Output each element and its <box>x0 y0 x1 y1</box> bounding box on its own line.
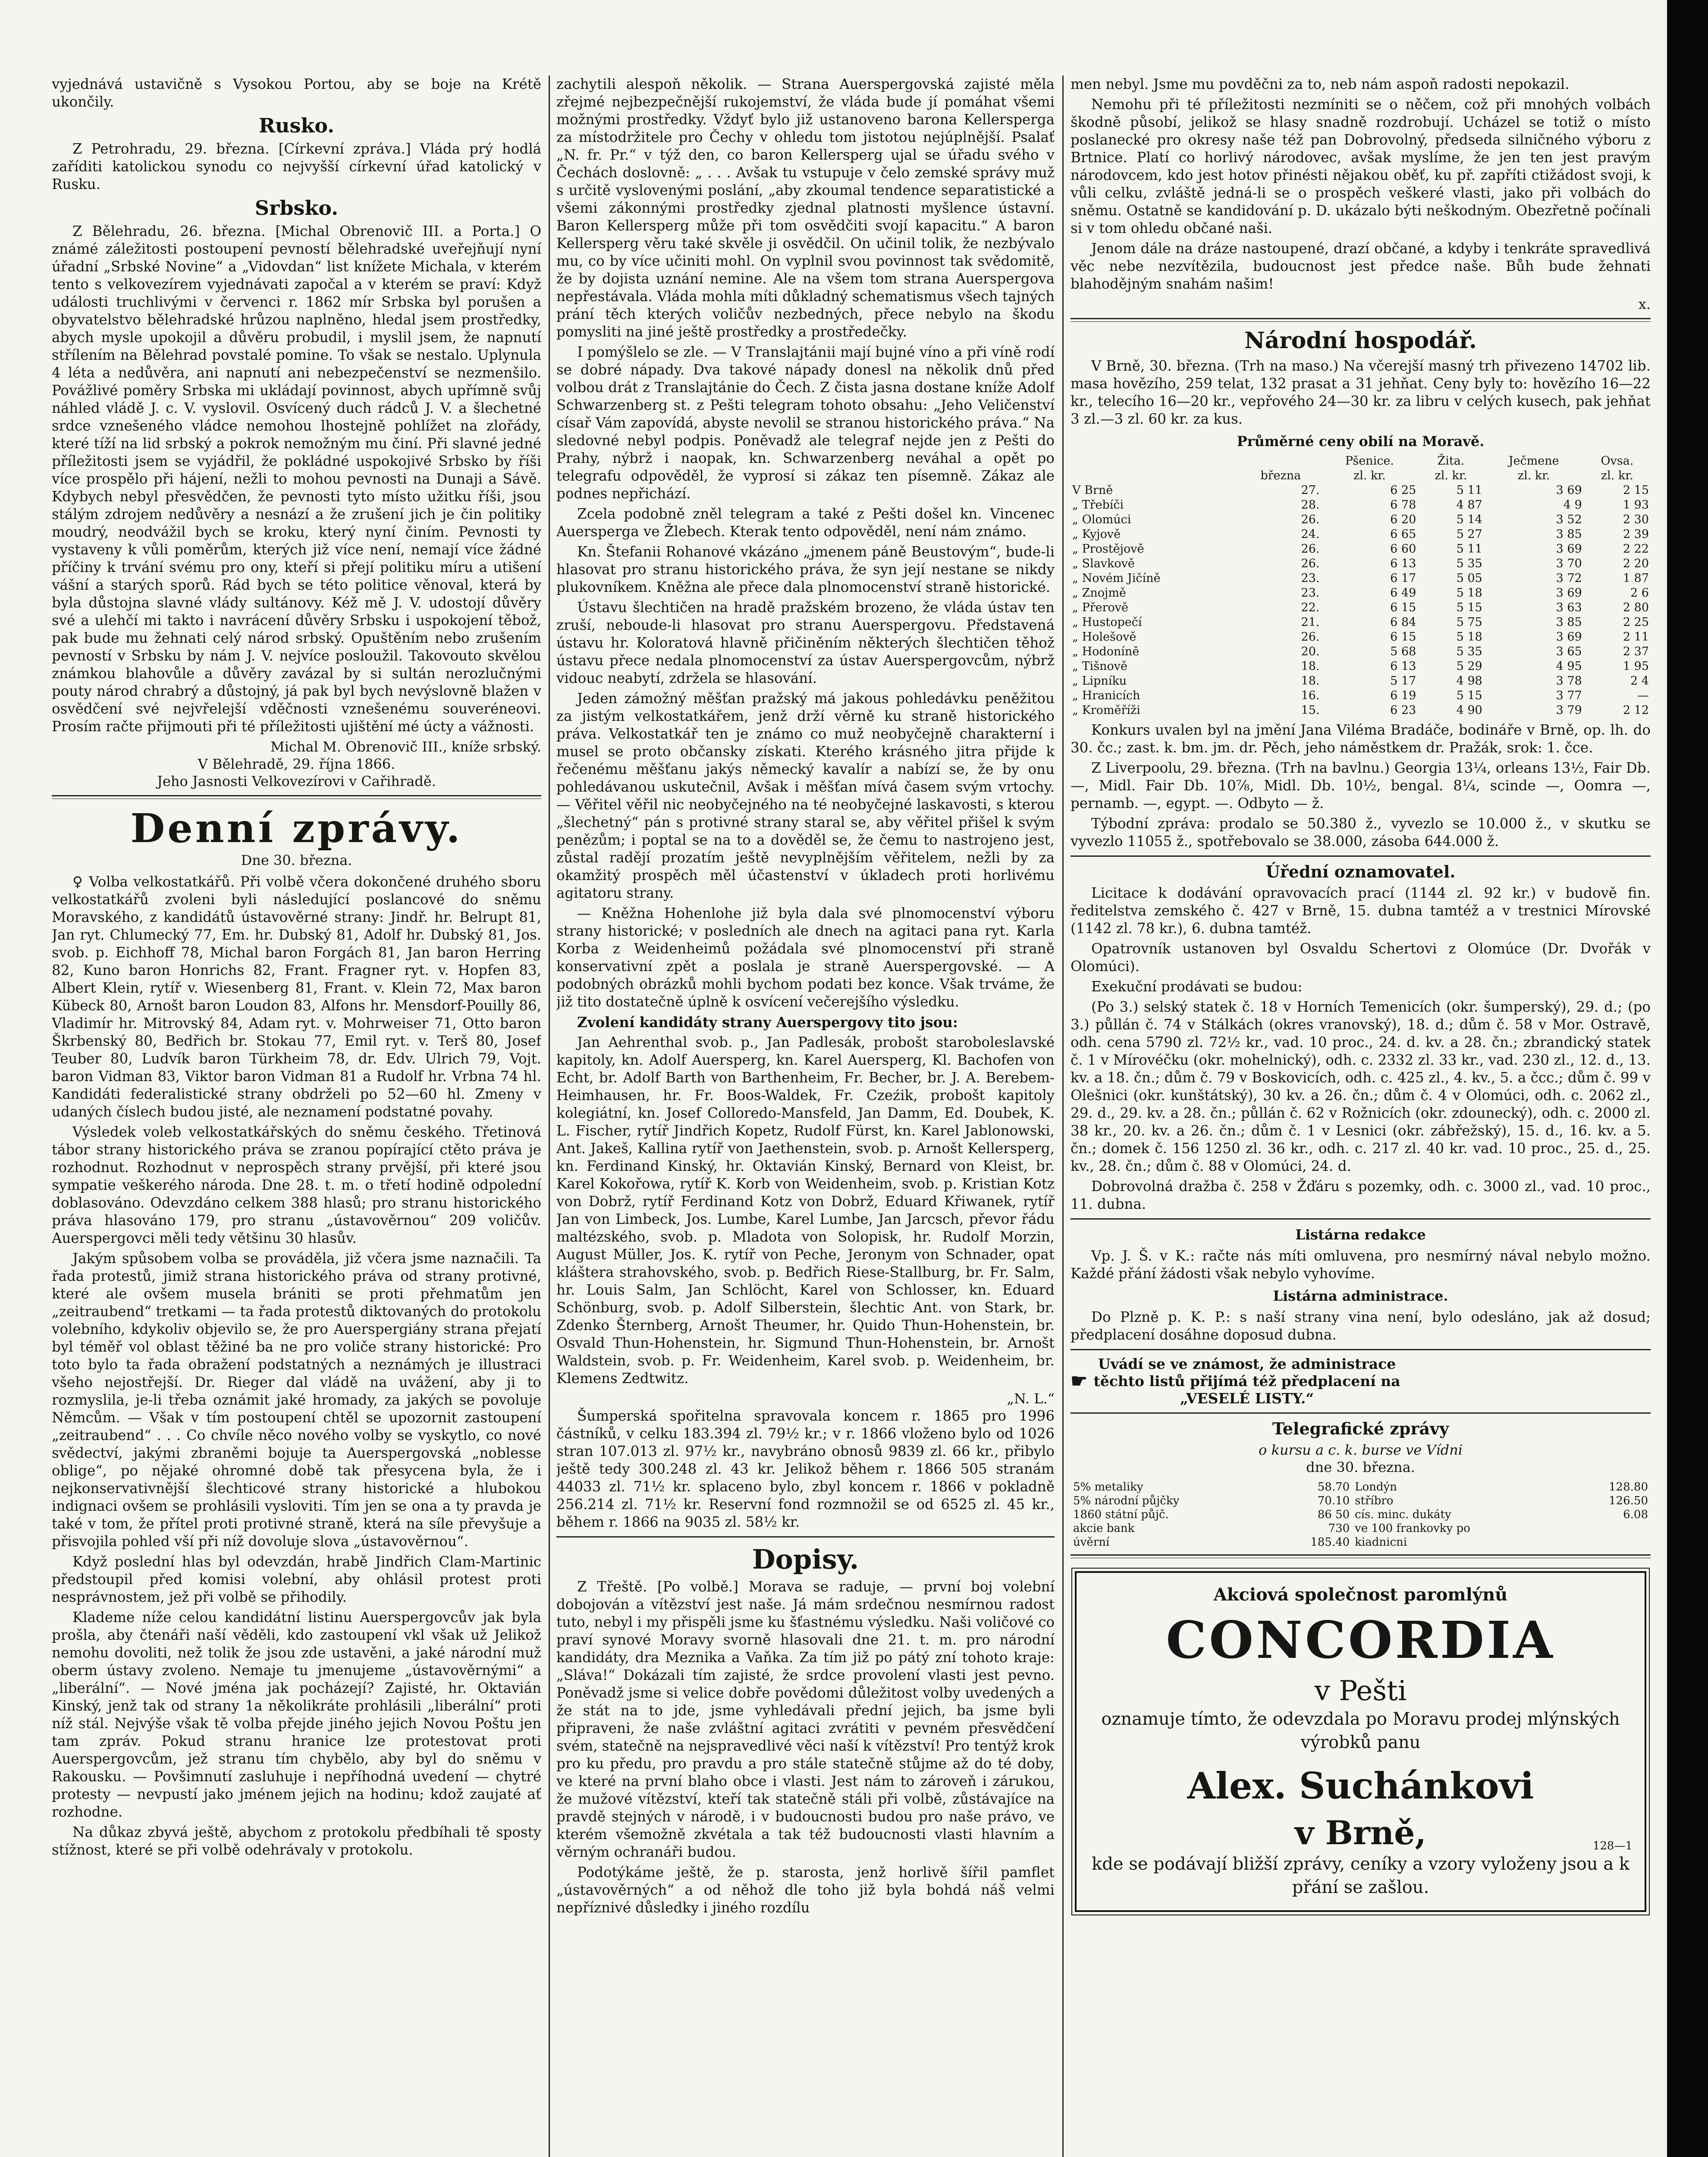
grain-row <box>1071 645 1651 659</box>
grain-cell: 2 15 <box>1623 484 1649 497</box>
divider <box>1071 1554 1651 1558</box>
grain-cell: 5 11 <box>1456 542 1482 556</box>
grain-cell: 6 65 <box>1390 528 1416 541</box>
bourse-cell: 128.80 <box>1609 1481 1648 1494</box>
section-heading-russia: Rusko. <box>258 114 335 137</box>
grain-cell: 5 35 <box>1456 645 1482 658</box>
article-paragraph: Podotýkáme ještě, že p. starosta, jenž horlivě šířil pamflet „ústavověrných“ a od něhož dle toho již byla bohdá náš velmi nepříznivé důsledky i jiného rozdílu <box>556 1864 1055 1916</box>
section-heading-uredni: Úřední oznamovatel. <box>1265 862 1456 881</box>
grain-cell: 4 98 <box>1456 674 1482 688</box>
article-paragraph: Klademe níže celou kandidátní listinu Auerspergovcův jak byla prošla, aby čtenáři naší věděli, kdo zastoupení vkl však už Jelikož nemohu dovoliti, než tolik že jsou zde ustavěni, a jaké národní muž oberm ústavy zvoleno. Nemaje tu jmenujeme „ústavověrnými“ a „liberální“. — Nové jména jak pocházejí? Zajisté, hr. Oktavián Kinský, jenž tak od strany 1a několikráte prohlásili „liberální“ proti níž stál. Nejvýše však tě volba přejde jiného jejich Novou Poštu jen tam zpráv. Pokud stranu hranice lze protestovat proti Auerspergovcům, jež stranu tím chybělo, aby byl do sněmu v Rakousku. — Povšimnutí zasluhuje i nepříhodná uvedení — chytré protesty — nevpustí jako jménem jejich na hodinu; kdož zaujaté ať rozhodne. <box>52 1609 541 1820</box>
column-left <box>52 0 541 2157</box>
bourse-cell: akcie bank <box>1073 1522 1135 1535</box>
section-heading-narodni-hospodar: Národní hospodář. <box>1244 327 1477 354</box>
bourse-cell: 86 50 <box>1317 1508 1350 1521</box>
grain-cell: 2 20 <box>1623 557 1649 570</box>
signature-addressee: Jeho Jasnosti Velkovezírovi v Cařihradě. <box>157 773 436 789</box>
divider <box>1071 318 1651 322</box>
grain-row <box>1071 542 1651 557</box>
grain-row <box>1071 703 1651 718</box>
grain-cell: 5 18 <box>1456 630 1482 644</box>
ad-text-closing: kde se podávají bližší zprávy, ceníky a vzory vyloženy jsou a k přání se zašlou. <box>1091 1854 1630 1897</box>
grain-cell: 6 13 <box>1390 557 1416 570</box>
grain-cell: V Brně <box>1072 484 1113 497</box>
grain-col-unit: zl. kr. <box>1517 469 1550 482</box>
bourse-row <box>1071 1535 1651 1549</box>
grain-cell: 5 68 <box>1390 645 1416 658</box>
grain-cell: 5 75 <box>1456 616 1482 629</box>
section-heading-listarna-administrace: Listárna administrace. <box>1273 1288 1448 1304</box>
intro-text: vyjednává ustavičně s Vysokou Portou, aby se boje na Krétě ukončily. <box>52 76 541 110</box>
grain-cell: 5 17 <box>1390 674 1416 688</box>
bourse-cell: 1860 státní půjč. <box>1073 1508 1169 1521</box>
article-paragraph: zachytili alespoň několik. — Strana Auerspergovská zajisté měla zřejmé nejbezpečnější rukojemství, že vláda bude jí pomáhat všemi možnými prostředky. Vždyť bylo již ustanoveno barona Kellersperga za místodržitele pro Čechy v ohledu tom jistotou nejúplnější. Psalať „N. fr. Pr.“ v týž den, co baron Kellersperg ujal se úřadu svého v Čechách doslovně: „ . . . Avšak tu vstupuje v čelo zemské správy muž s určitě vyslovenými poslání, „aby zkoumal tendence separatistické a všemi zákonnými prostředky zjednal platnosti myšlence ústavní. Baron Kellersperg může při tom osvědčiti svojí kapacitu.“ A baron Kellersperg věru také skvěle ji osvědčil. On učinil tolik, že nezbývalo mu, co by více učiniti mohl. On vyplnil svou povinnost tak svědomitě, že by dojista uznání nemine. Ale na všem tom strana Auerspergova nepřestávala. Vláda mohla míti důkladný schematismus všech tajných prání těch kterých voličův nezbedných, přece nebylo na škodu pomysliti na jiné ještě prostředky a prostředečky. <box>556 76 1055 340</box>
bourse-cell: cís. minc. dukáty <box>1355 1508 1451 1521</box>
grain-col-header: Ječmene <box>1508 454 1559 468</box>
bourse-cell: stříbro <box>1355 1494 1394 1507</box>
grain-cell: 6 17 <box>1390 572 1416 585</box>
article-paragraph: Opatrovník ustanoven byl Osvaldu Schertovi z Olomúce (Dr. Dvořák v Olomúci). <box>1071 940 1651 975</box>
bourse-row <box>1071 1480 1651 1494</box>
grain-row <box>1071 483 1651 498</box>
grain-col-unit: zl. kr. <box>1601 469 1633 482</box>
grain-cell: 3 85 <box>1556 616 1582 629</box>
bourse-cell: 5% národní půjčky <box>1073 1494 1180 1507</box>
article-paragraph: Zcela podobně zněl telegram a také z Pešti došel kn. Vincenec Auersperga ve Žlebech. Kterak tento odpověděl, není nám známo. <box>556 506 1055 540</box>
divider <box>1071 1412 1651 1414</box>
grain-cell: — <box>1637 689 1649 702</box>
column-middle <box>556 0 1055 2157</box>
grain-row <box>1071 689 1651 703</box>
telegraf-subtitle: o kursu a c. k. burse ve Vídni <box>1259 1442 1463 1458</box>
grain-col-header: Pšenice. <box>1345 454 1394 468</box>
bourse-row <box>1071 1522 1651 1535</box>
grain-cell: 5 11 <box>1456 484 1482 497</box>
article-liverpool: Z Liverpoolu, 29. března. (Trh na bavlnu.) Georgia 13¼, orleans 13½, Fair Db. —, Midl. Fair Db. 10⅞, Midl. Db. 10½, bengal. 8¼, scinde —, Oomra —, pernamb. —, egypt. —. Odbyto — ž. <box>1071 760 1651 811</box>
grain-price-table <box>1071 454 1651 718</box>
ad-code: 128—1 <box>1592 1839 1633 1852</box>
article-signature: „N. L.“ <box>1007 1390 1055 1407</box>
grain-cell: „ Holešově <box>1072 630 1137 644</box>
grain-cell: 6 23 <box>1390 704 1416 717</box>
grain-cell: 5 18 <box>1456 586 1482 600</box>
telegraf-date: dne 30. března. <box>1306 1459 1415 1475</box>
article-paragraph: Kn. Štefanii Rohanové vkázáno „jmenem páně Beustovým“, bude-li hlasovat pro stranu historického práva, že syn její nestane se nikdy plukovníkem. Kněžna ale přece dala plnomocenství straně historické. <box>556 544 1055 595</box>
grain-row <box>1071 659 1651 674</box>
grain-cell: 3 69 <box>1556 484 1582 497</box>
bourse-row <box>1071 1508 1651 1522</box>
bourse-cell: úvěrní <box>1073 1536 1110 1549</box>
grain-cell: 6 20 <box>1390 513 1416 526</box>
grain-cell: 4 87 <box>1456 498 1482 512</box>
ad-city: v Pešti <box>1314 1675 1407 1707</box>
grain-cell: 3 77 <box>1556 689 1582 702</box>
grain-cell: 18. <box>1301 660 1320 673</box>
grain-cell: 3 78 <box>1556 674 1582 688</box>
article-paragraph: Na důkaz zbyvá ještě, abychom z protokolu předbíhali tě sposty stížnost, které se při volbě odehrávaly v protokolu. <box>52 1824 541 1858</box>
bourse-cell: 70.10 <box>1317 1494 1350 1507</box>
column-rule <box>1062 75 1064 2157</box>
grain-cell: „ Novém Jičíně <box>1072 572 1161 585</box>
section-heading-listarna-redakce: Listárna redakce <box>1295 1226 1426 1243</box>
divider <box>1071 1218 1651 1220</box>
grain-cell: 20. <box>1301 645 1320 658</box>
grain-cell: „ Kyjově <box>1072 528 1121 541</box>
article-volba: ♀ Volba velkostatkářů. Při volbě včera dokončené druhého sboru velkostatkářů zvoleni byli následující poslancové do sněmu Moravského, z kandidátů ústavověrné strany: Jindř. hr. Belrupt 81, Jan ryt. Chlumecký 77, Em. hr. Dubský 81, Adolf hr. Dubský 81, Jos. svob. p. Eichhoff 78, Michal baron Forgách 81, Jan baron Herring 82, Kuno baron Honrichs 82, Frant. Fragner ryt. v. Hopfen 83, Albert Klein, rytíř v. Wiesenberg 81, Frant. v. Klein 72, Max baron Kübeck 80, Arnošt baron Loudon 83, Alfons hr. Mensdorf-Pouilly 86, Vladimír hr. Mitrovský 84, Adam ryt. v. Mohrweiser 71, Otto baron Škrbenský 80, Bedřich br. Stokau 77, Emil ryt. v. Terš 80, Josef Teuber 80, Ludvík baron Türkheim 78, dr. Edv. Ulrich 79, Vojt. baron Vidman 83, Viktor baron Vidman 81 a Rudolf hr. Vrbna 74 hl. Kandidáti federalistické strany obdrželi po 52—60 hl. Zmeny v udaných číslech budou jisté, ale neznamení podstatné povahy. <box>52 874 541 1120</box>
grain-cell: 16. <box>1301 689 1320 702</box>
section-heading-denni-zpravy: Denní zprávy. <box>130 805 463 852</box>
grain-cell: „ Olomúci <box>1072 513 1131 526</box>
grain-cell: 3 79 <box>1556 704 1582 717</box>
article-serbia: Z Bělehradu, 26. března. [Michal Obrenovič III. a Porta.] O známé záležitosti postoupení pevností bělehradské uveřejňují nyní úřadní „Srbské Novine“ a „Vidovdan“ list knížete Michala, v kterém tento s velkovezírem vyjednávati započal a v kterém se praví: Když události truchlivými v červenci r. 1862 mír Srbska byl porušen a obyvatelstvo bělehradské hrůzou naplněno, hledal jsem prostředky, abych mysle upokojil a důvěru probudil, i myslil jsem, že napnutí střílením na Bělehrad povstalé pomine. To však se nestalo. Uplynula 4 léta a nedůvěra, ani napnutí ani nebezpečenství se nezmenšilo. Povážlivé poměry Srbska mi ukládají povinnost, abych upřímně svůj náhled vládě J. c. V. vyslovil. Osvícený duch rádců J. V. a šlechetné srdce vznešeného vládce nemohou lhostejně pohlížet na zlořády, které tíží na lid srbský a pokrok nemožným mu činí. Při slavné jedné příležitosti jsem se vyjádřil, že pokládné uspokojivé Srbsko by říši více prospělo při hájení, nežli to mohou pevnosti na Dunaji a Sávě. Kdybych nebyl přesvědčen, že pevnosti tyto místo užitku říši, jsou stálým zdrojem nedůvěry a nesnází a že zrušení jich je čin politiky moudrý, neodvážil bych se kroku, který nyní činím. Pevnosti ty vystaveny k vůli poměrům, kterých již více není, nemají více žádné příčiny k trvání svému pro ony, kteří si přejí politiku míru a utišení vášní a starých sporů. Rád bych se této politice věnoval, která by byla důstojna slavné vlády sultánovy. Kéž mě J. V. udostojí důvěry své a ulehčí mi takto i navrácení důvěry Srbsku i uspokojení těbož, pak bude mu žehnati celý národ srbský. Opuštěním nebo zrušením pevností v Srbsku by nám J. V. nejvíce posloužil. Takovouto skvělou známkou blahovůle a důvěry zavázal by si sultán nerozlučnými pouty národ chrabrý a důstojný, já pak byl bych nevýslovně blažen v osvědčení své nejvřelejší vděčnosti vznešenému souveréneovi. Prosím račte přijmouti při té příležitosti ujištění mé úcty a vážnosti. <box>52 223 541 735</box>
notice-line: Uvádí se ve známost, že administrace <box>1098 1355 1396 1372</box>
advertisement-concordia <box>1075 1571 1646 1912</box>
article-paragraph: I pomýšlelo se zle. — V Translajtánii mají bujné víno a při víně rodí se dobré nápady. Dva takové nápady donesl na několik dnů před volbou drát z Translajtánie do Čech. Z čista jasna dostane kníže Adolf Schwarzenberg st. z Pešti telegram tohoto obsahu: „Jeho Veličenství císař Vám zapovídá, abyste nevolil se stranou historického práva.“ Na sledovné nebyl podpis. Poněvadž ale telegraf nejde jen z Pešti do Prahy, nýbrž i naopak, kn. Schwarzenberg neváhal a opět po telegrafu odpověděl, že vyprosí si zákaz ten písemně. Zákaz ale podnes nepřichází. <box>556 344 1055 502</box>
bourse-cell: 58.70 <box>1317 1481 1350 1494</box>
article-sumperska-sporitelna: Šumperská spořitelna spravovala koncem r. 1865 pro 1996 částníků, v celku 183.394 zl. 79½ kr.; v r. 1866 vloženo bylo od 1026 stran 107.013 zl. 97½ kr., navybráno obnosů 9839 zl. 66 kr., přibylo ještě tedy 300.248 zl. 43 kr. Jelikož během r. 1866 505 stranám 44033 zl. 71½ kr. splaceno bylo, zbyl koncem r. 1866 v pokladně 256.214 zl. 71½ kr. Reservní fond rozmnožil se od 6525 zl. 45 kr., během r. 1866 na 9035 zl. 58½ kr. <box>556 1408 1055 1530</box>
grain-cell: „ Prostějově <box>1072 542 1144 556</box>
column-right <box>1071 0 1651 2157</box>
section-heading-serbia: Srbsko. <box>254 196 339 220</box>
ad-brand: CONCORDIA <box>1166 1610 1555 1670</box>
bourse-row <box>1071 1494 1651 1508</box>
grain-cell: 6 13 <box>1390 660 1416 673</box>
bourse-cell <box>1570 1522 1651 1535</box>
grain-cell: 6 19 <box>1390 689 1416 702</box>
grain-cell: 5 14 <box>1456 513 1482 526</box>
article-liverpool-weekly: Týbodní zpráva: prodalo se 50.380 ž., vyvezlo se 10.000 ž., v skutku se vyvezlo 11055 ž., spotřebovalo se 38.000, zásoba 644.000 ž. <box>1071 815 1651 849</box>
bourse-cell: 730 <box>1328 1522 1350 1535</box>
notice-line: „VESELÉ LISTY.“ <box>1180 1390 1314 1407</box>
grain-cell: 27. <box>1301 484 1320 497</box>
notice-line: těchto listů přijímá též předplacení na <box>1093 1373 1400 1390</box>
article-paragraph: Jenom dále na dráze nastoupené, drazí občané, a kdyby i tenkráte spravedlivá věc nebe nezvítězila, budoucnost jest předce naše. Bůh bude žehnati blahodějným snahám našim! <box>1071 240 1651 292</box>
grain-cell: 21. <box>1301 616 1320 629</box>
grain-cell: 23. <box>1301 572 1320 585</box>
grain-cell: 3 85 <box>1556 528 1582 541</box>
article-paragraph: Ústavu šlechtičen na hradě pražském brozeno, že vláda ústav ten zruší, neboude-li hlasovat pro stranu Auerspergovu. Představená ústavu hr. Koloratová hlavně přičiněním některých šlechtičen těhož ústavu přece nedala plnomocenství za ústav Auerspergovcům, nýbrž vidouc neabytí, zdržela se hlasování. <box>556 599 1055 686</box>
article-paragraph: Licitace k dodávání opravovacích prací (1144 zl. 92 kr.) v budově fin. ředitelstva zemského č. 427 v Brně, 15. dubna tamtéž a v trestnici Mírovské (1142 zl. 78 kr.), 6. dubna tamtéž. <box>1071 885 1651 937</box>
signature-date: V Bělehradě, 29. října 1866. <box>198 756 396 772</box>
grain-cell: 3 69 <box>1556 542 1582 556</box>
grain-col-header: Ovsa. <box>1601 454 1634 468</box>
grain-cell: 22. <box>1301 601 1320 614</box>
grain-cell: 2 30 <box>1623 513 1649 526</box>
candidate-list: Jan Aehrenthal svob. p., Jan Padlesák, probošt staroboleslavské kapitoly, kn. Adolf Auersperg, kn. Karel Auersperg, Kl. Bachofen von Echt, br. Adolf Barth von Barthenheim, Fr. Becher, br. J. A. Berebem-Heimhausen, hr. Fr. Boos-Waldek, Fr. Czeźik, probošt kapitoly kolegiátní, kn. Josef Colloredo-Mansfeld, Jan Damm, Ed. Doubek, K. L. Fischer, rytíř Jindřich Kopetz, Rudolf Fürst, kn. Karel Jablonowski, Ant. Jakeš, Kallina rytíř von Jaethenstein, svob. p. Arnošt Kellersperg, kn. Ferdinand Kinský, hr. Oktavián Kinský, Bernard von Kleist, br. Karel Kokořowa, rytíř K. Korb von Weidenheim, svob. p. Kristian Kotz von Dobrž, rytíř Ferdinand Kotz von Dobrž, Eduard Křiwanek, rytíř Jan von Limbeck, Jos. Lumbe, Karel Lumbe, Jan Jarcsch, převor řádu maltézského, svob. p. Mladota von Solopisk, hr. Rudolf Morzin, August Müller, Jos. K. rytíř von Peche, Jeronym von Schnader, opat kláštera strahovského, svob. p. Bedřich Riese-Stallburg, br. Fr. Salm, hr. Louis Salm, Jan Schlöcht, Karel von Schlosser, kn. Eduard Schönburg, svob. p. Adolf Silberstein, šlechtic Ant. von Stark, br. Zdenko Šternberg, Arnošt Theumer, hr. Quido Thun-Hohenstein, br. Osvald Thun-Hohenstein, hr. Sigmund Thun-Hohenstein, br. Arnošt Waldstein, svob. p. Fr. Weidenheim, Karel svob. p. Weidenheim, br. Klemens Zedtwitz. <box>556 1034 1055 1387</box>
grain-cell: 2 39 <box>1623 528 1649 541</box>
bourse-cell: 185.40 <box>1310 1536 1350 1549</box>
grain-cell: 6 84 <box>1390 616 1416 629</box>
bourse-cell: 6.08 <box>1623 1508 1648 1521</box>
grain-cell: 24. <box>1301 528 1320 541</box>
grain-cell: 5 15 <box>1456 689 1482 702</box>
grain-cell: 6 15 <box>1390 601 1416 614</box>
grain-col-header <box>1071 454 1240 469</box>
article-signature: x. <box>1638 296 1651 312</box>
grain-cell: „ Hodoníně <box>1072 645 1140 658</box>
grain-cell: 4 9 <box>1563 498 1582 512</box>
grain-cell: 28. <box>1301 498 1320 512</box>
ad-company: Akciová společnost paromlýnů <box>1213 1585 1508 1605</box>
grain-cell: 26. <box>1301 557 1320 570</box>
bourse-cell: Londýn <box>1355 1481 1397 1494</box>
article-paragraph: Jakým spůsobem volba se prováděla, již včera jsme naznačili. Ta řada protestů, jimiž strana historického práva od strany protivné, které ale ovšem musela brániti se proti přehmatům jen „zeitraubend“ tretkami — ta řada protestů diktovaných do protokolu volebního, kdykoliv objevilo se, že pro Auerspergiány strana přejatí byl téměř vol oblast těžiné ba ne pro voliče strany historické: Pro toto bylo ta řada obražení podstatných a neznámých je illustraci všeho nejostřejší. Dr. Rieger dal vládě na uvážení, aby ji to rozmyslila, je-li třeba oznámit jaké hromady, za jakých se povoluje Němcům. — Však v tím postoupení chtěl se upozornit zastoupení „zeitraubend“ . . . Co chvíle něco nového volby se vyskytlo, co nové svědectví, jakými zbraněmi bojuje ta Auerspergovská „noblesse oblige“, po nějaké ohromné době tak přesycena byla, že i nejkonservativnější šlechticové strany historické a hlubokou indignaci ovšem se prohlásili vysloviti. Tím jen se ona a ty pravda je také v tom, že přítel proti protivné straně, která na síle převyšuje a přisvojila pohled vší při níž dovoluje slova „ústavověrnou“. <box>52 1250 541 1550</box>
article-maso: V Brně, 30. března. (Trh na maso.) Na včerejší masný trh přivezeno 14702 lib. masa hovězího, 259 telat, 132 prasat a 31 jehňat. Ceny byly to: hovězího 16—22 kr., telecího 16—20 kr., vepřového 24—30 kr. za libru v celých kusech, pak jehňat 3 zl.—3 zl. 60 kr. za kus. <box>1071 358 1651 427</box>
grain-cell: „ Znojmě <box>1072 586 1126 600</box>
scan-edge <box>1667 0 1708 2157</box>
grain-col-unit: března <box>1260 469 1301 482</box>
grain-row <box>1071 674 1651 689</box>
grain-cell: „ Tišnově <box>1072 660 1127 673</box>
grain-cell: 3 72 <box>1556 572 1582 585</box>
grain-cell: 4 95 <box>1556 660 1582 673</box>
grain-row <box>1071 615 1651 630</box>
grain-row <box>1071 527 1651 542</box>
grain-row <box>1071 498 1651 513</box>
grain-cell: 5 05 <box>1456 572 1482 585</box>
grain-cell: 3 65 <box>1556 645 1582 658</box>
bourse-cell <box>1570 1535 1651 1549</box>
divider <box>52 795 541 799</box>
candidate-heading: Zvolení kandidáty strany Auerspergovy tito jsou: <box>577 1014 958 1031</box>
grain-cell: 6 78 <box>1390 498 1416 512</box>
grain-cell: „ Kroměříži <box>1072 704 1140 717</box>
grain-cell: 3 52 <box>1556 513 1582 526</box>
pointing-hand-icon: ☛ <box>1071 1370 1088 1392</box>
grain-cell: „ Přerově <box>1072 601 1129 614</box>
grain-cell: „ Slavkově <box>1072 557 1135 570</box>
grain-cell: 6 25 <box>1390 484 1416 497</box>
bourse-cell: 5% metaliky <box>1073 1481 1143 1494</box>
grain-cell: 2 25 <box>1623 616 1649 629</box>
notice-vesele-listy <box>1071 1355 1651 1407</box>
article-paragraph: Vp. J. Š. v K.: račte nás míti omluvena, pro nesmírný nával nebylo možno. Každé přání žádosti však nebylo vyhovíme. <box>1071 1248 1651 1282</box>
grain-cell: 2 11 <box>1623 630 1649 644</box>
divider <box>1071 1349 1651 1350</box>
grain-cell: 2 4 <box>1630 674 1649 688</box>
grain-cell: 2 22 <box>1623 542 1649 556</box>
grain-cell: 6 49 <box>1390 586 1416 600</box>
notice-text <box>1093 1355 1400 1407</box>
grain-cell: 3 69 <box>1556 630 1582 644</box>
article-paragraph: Jeden zámožný měšťan pražský má jakous pohledávku peněžitou za jistým velkostatkářem, jenž drží věrně ku straně historického práva. Velkostatkář ten je známo co muž neobyčejně charakterní i musel se proto občansky získati. Kterého krásného jitra přijde k řečenému měšťanu jakýs německý kavalír a nabízí se, že by onu pohledávanou uskutečnil, Avšak i měšťan mívá časem svým vrtochy. — Věřitel věřil nic neobyčejného na té neobyčejné laskavosti, s kterou „šlechetný“ pán s protivné strany staral se, aby věřitel přišel k svým penězům; i poptal se na to a dověděl se, že čemu to nastrojeno jest, zůstal radějí prozatím ještě nevyplnějším věřitelem, nežli by za okamžitý prospěch měl účastenství v úkladech proti horlivému agitatoru strany. <box>556 690 1055 901</box>
grain-row <box>1071 630 1651 645</box>
article-paragraph: Nemohu při té příležitosti nezmíniti se o něčem, což při mnohých volbách škodně působí, jelikož se hlasy snadně rozdrobují. Ucházel se totiž o místo poslanecké pro okresy naše též pan Dobrovolný, předseda silničného výboru z Brtnice. Platí co horlivý národovec, avšak myslíme, že jen ten jest pravým národovcem, kdo jest hotov přinésti nějakou oběť, ku př. zapříti ctižádost svoji, k vůli celku, zvláště jedná-li se o prospěch veškeré vlasti, jako při volbách do sněmu. Ostatně se kandidování p. D. ukázalo býti neškodným. Obezřetně počínali si v tom ohledu občané naši. <box>1071 96 1651 236</box>
ad-agent-name: Alex. Suchánkovi <box>1187 1764 1534 1807</box>
bourse-table <box>1071 1480 1651 1549</box>
grain-col-unit: zl. kr. <box>1435 469 1467 482</box>
grain-cell: 6 15 <box>1390 630 1416 644</box>
bourse-cell: 126.50 <box>1609 1494 1648 1507</box>
grain-cell: 18. <box>1301 674 1320 688</box>
article-russia: Z Petrohradu, 29. března. [Církevní zpráva.] Vláda prý hodlá zaříditi katolickou synodu co nejvyšší církevní úřad katolický v Rusku. <box>52 141 541 192</box>
bourse-cell: ve 100 frankovky po <box>1355 1522 1470 1535</box>
article-paragraph: Do Plzně p. K. P.: s naší strany vina není, bylo odesláno, jak až dosud; předplacení dosáhne doposud dubna. <box>1071 1309 1651 1343</box>
grain-cell: 26. <box>1301 513 1320 526</box>
grain-cell: „ Třebíči <box>1072 498 1124 512</box>
ad-agent-city <box>1084 1814 1637 1852</box>
grain-col-unit <box>1071 469 1240 483</box>
article-konkurs: Konkurs uvalen byl na jmění Jana Viléma Bradáče, bodináře v Brně, op. lh. do 30. čc.; zast. k. bm. jm. dr. Pěch, jeho náměstkem dr. Pražák, srok: 1. čce. <box>1071 722 1651 756</box>
grain-col-unit: zl. kr. <box>1353 469 1386 482</box>
grain-cell: 4 90 <box>1456 704 1482 717</box>
grain-cell: „ Hustopečí <box>1072 616 1142 629</box>
grain-cell: 3 63 <box>1556 601 1582 614</box>
signature: Michal M. Obrenovič III., kníže srbský. <box>270 739 541 755</box>
grain-cell: 2 37 <box>1623 645 1649 658</box>
grain-col-header <box>1240 454 1321 469</box>
article-paragraph: Exekuční prodávati se budou: <box>1091 978 1303 995</box>
grain-cell: 2 12 <box>1623 704 1649 717</box>
article-vysledek: Výsledek voleb velkostatkářských do sněmu českého. Třetinová tábor strany historického práva se zranou popírající ctěto práva je rozhodnut. Rozhodnut v neprospěch strany prvější, při které jsou sympatie veškerého národa. Dne 28. t. m. o třetí hodině odpolední doblasováno. Odevzdáno celkem 388 hlasů; pro stranu historického práva hlasováno 179, pro stranu „ústavověrnou“ 209 voličův. Auerspergovci měli tedy většinu 30 hlasův. <box>52 1124 541 1246</box>
grain-cell: 1 87 <box>1623 572 1649 585</box>
article-paragraph: Když poslední hlas byl odevzdán, hrabě Jindřich Clam-Martinic předstoupil před komisi volební, aby ohlásil protest proti nesprávnostem, jež při volbě se přihodily. <box>52 1553 541 1605</box>
grain-row <box>1071 586 1651 601</box>
grain-cell: 1 93 <box>1623 498 1649 512</box>
article-paragraph: Dobrovolná dražba č. 258 v Žďáru s pozemky, odh. c. 3000 zl., vad. 10 proc., 11. dubna. <box>1071 1178 1651 1212</box>
grain-cell: 3 69 <box>1556 586 1582 600</box>
grain-cell: 26. <box>1301 542 1320 556</box>
grain-row <box>1071 513 1651 527</box>
grain-table-title: Průměrné ceny obilí na Moravě. <box>1237 433 1485 450</box>
grain-cell: 2 80 <box>1623 601 1649 614</box>
grain-row <box>1071 601 1651 615</box>
divider <box>1071 855 1651 857</box>
grain-row <box>1071 557 1651 571</box>
grain-cell: 2 6 <box>1630 586 1649 600</box>
grain-cell: „ Lipníku <box>1072 674 1127 688</box>
ad-agent-city-label: v Brně, <box>1295 1814 1426 1852</box>
grain-cell: 6 60 <box>1390 542 1416 556</box>
grain-row <box>1071 571 1651 586</box>
grain-cell: 5 35 <box>1456 557 1482 570</box>
article-trest: Z Třeště. [Po volbě.] Morava se raduje, — první boj volební dobojován a vítězství jest naše. Já mám srdečnou nesmírnou radost tuto, nebyl i my přispěli jsme ku šťastnému výsledku. Naši voličové co praví synové Moravy svorně hlasovali dne 21. t. m. pro národní kandidáty, dra Meznika a Vaňka. Za tím již po pátý zní tohoto kraje: „Sláva!“ Dokázali tím zajisté, že srdce provolení vlasti jest pevno. Poněvadž jsme si velice dobře povědomi důležitost volby uvedených a že stát na to jde, jsme vyhledávali přední jejich, ba jsme byli připraveni, že naše zvláštní agitaci zvrátiti v pevném přesvědčení svém, statečně na nejspravedlivé věci naší k vítězství! Pro tentýž krok pro ku předu, pro pravdu a pro stále statečně stůjme až do té doby, ve které na první blaho obce i vlasti. Jest nám to zároveň i zárukou, že mužové vítězství, kteří tak statečně stáli při volbě, zůstávajíce na pravdě stejných v národě, i v budoucnosti budou pro naše právo, ve kterém všemožně zkvétala a tak též budoucnosti vlasti hlavním a věrným ochranáři budou. <box>556 1578 1055 1860</box>
section-date: Dne 30. března. <box>241 852 352 868</box>
column-rule <box>549 75 550 2157</box>
grain-cell: 26. <box>1301 630 1320 644</box>
grain-cell: „ Hranicích <box>1072 689 1140 702</box>
article-paragraph: (Po 3.) selský statek č. 18 v Horních Temenicích (okr. šumperský), 29. d.; (po 3.) půllán č. 74 v Stálkách (okres vranovský), 18. d.; dům č. 58 v Mor. Ostravě, odh. cena 5790 zl. 72½ kr., vad. 10 proc., 24. d. kv. a 28. čn.; zbrandický statek č. 1 v Mírovéčku (okr. mohelnický), odh. c. 2332 zl. 33 kr., vad. 230 zl., 12. d., 13. kv. a 18. čn.; dům č. 79 v Boskovicích, odh. c. 425 zl., 4. kv., 5. a čcc.; dům č. 99 v Olešnici (okr. kunštátský), 30 kv. a 26. čn.; dům č. 4 v Olomúci, odh. c. 2062 zl., 29. d., 29. kv. a 28. čn.; půllán č. 62 v Rožnicích (okr. zdounecký), odh. c. 2000 zl. 38 kr., 20. kv. a 26. čn.; dům č. 1 v Lesnici (okr. zábřežský), 15. d., 16. kv. a 5. čn.; domek č. 156 1250 zl. 36 kr., odh. c. 217 zl. 40 kr. vad. 10 proc., 25. d., 25. kv., 28. čn.; dům č. 88 v Olomúci, 24. d. <box>1071 999 1651 1174</box>
grain-col-header: Žita. <box>1437 454 1465 468</box>
grain-cell: 23. <box>1301 586 1320 600</box>
article-paragraph: — Kněžna Hohenlohe již byla dala své plnomocenství výboru strany historické; v posledních ale dnech na agitaci pana ryt. Karla Korba z Weidenheimů požádala své plnomocenství při straně konservativní zpět a poslala je straně Auerspergovské. — A podobných obrázků mohli bychom podati bez konce. Však trváme, že již tito dostatečně úplně k osvícení večerejšího výsledku. <box>556 905 1055 1010</box>
grain-cell: 1 95 <box>1623 660 1649 673</box>
grain-cell: 5 29 <box>1456 660 1482 673</box>
ad-text: oznamuje tímto, že odevzdala po Moravu prodej mlýnských výrobků panu <box>1101 1709 1620 1752</box>
section-heading-telegraf: Telegrafické zprávy <box>1272 1419 1449 1438</box>
bourse-cell: kiadnicni <box>1355 1536 1407 1549</box>
grain-cell: 3 70 <box>1556 557 1582 570</box>
grain-cell: 5 27 <box>1456 528 1482 541</box>
grain-cell: 15. <box>1301 704 1320 717</box>
article-paragraph: men nebyl. Jsme mu povděčni za to, neb nám aspoň radosti nepokazil. <box>1071 76 1570 92</box>
section-heading-dopisy: Dopisy. <box>752 1544 859 1575</box>
grain-cell: 5 15 <box>1456 601 1482 614</box>
divider <box>556 1536 1055 1538</box>
